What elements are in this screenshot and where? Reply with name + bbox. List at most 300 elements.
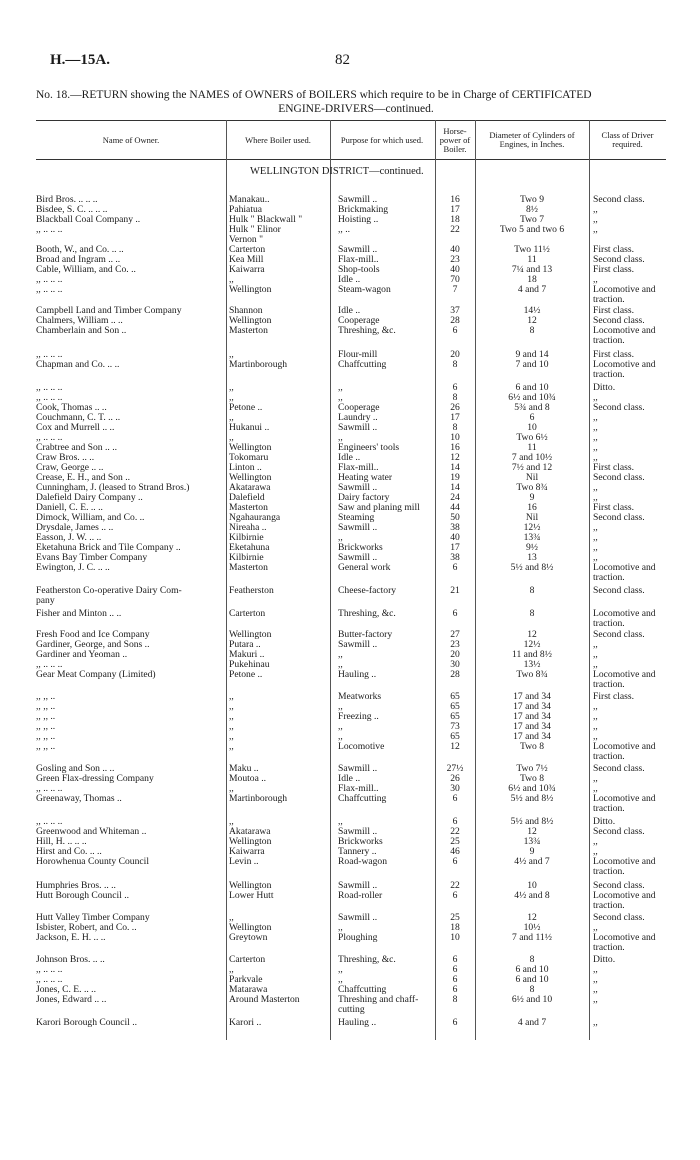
where-cell: ,, (229, 913, 234, 923)
where-cell: Petone .. (229, 403, 263, 413)
horsepower-cell: 65 (450, 701, 460, 712)
purpose-cell: Threshing, &c. (338, 955, 396, 965)
owner-cell: ,, .. .. .. (36, 383, 63, 393)
purpose-cell: Chaffcutting (338, 360, 387, 370)
purpose-cell: Heating water (338, 473, 393, 483)
owner-cell: Featherston Co-operative Dairy Com- (36, 586, 182, 596)
horsepower-cell: 27½ (446, 763, 464, 774)
horsepower-cell: 18 (450, 214, 460, 225)
purpose-cell: Hoisting .. (338, 215, 379, 225)
owner-cell: ,, .. .. .. (36, 433, 63, 443)
district-heading: WELLINGTON DISTRICT—continued. (250, 166, 424, 177)
class-cell: Second class. (593, 255, 645, 265)
owner-cell: Cable, William, and Co. .. (36, 265, 136, 275)
diameter-cell: 7½ and 12 (511, 462, 553, 473)
diameter-cell: 5½ and 8½ (510, 562, 554, 573)
horsepower-cell: 44 (450, 502, 460, 513)
owner-cell: Gardiner and Yeoman .. (36, 650, 128, 660)
title-line-1: No. 18.—RETURN showing the NAMES of OWNERS of BOILERS which require to be in Charge of CERTIFICATED (36, 89, 592, 101)
class-cell: First class. (593, 245, 635, 255)
where-cell: Hulk " Blackwall " (229, 215, 303, 225)
class-cell: traction. (593, 619, 625, 629)
class-cell: ,, (593, 225, 598, 235)
class-cell: traction. (593, 752, 625, 762)
purpose-cell: Ploughing (338, 933, 378, 943)
class-cell: Second class. (593, 403, 645, 413)
class-cell: ,, (593, 923, 598, 933)
owner-cell: Campbell Land and Timber Company (36, 306, 182, 316)
diameter-cell: 17 and 34 (513, 701, 551, 712)
purpose-cell: Flax-mill.. (338, 784, 379, 794)
class-cell: ,, (593, 1018, 598, 1028)
class-cell: Locomotive and (593, 933, 656, 943)
diameter-cell: 11 (527, 442, 537, 453)
owner-cell: Crease, E. H., and Son .. (36, 473, 131, 483)
class-cell: ,, (593, 985, 598, 995)
horsepower-cell: 22 (450, 826, 460, 837)
purpose-cell: ,, (338, 383, 343, 393)
purpose-cell: Sawmill .. (338, 483, 378, 493)
horsepower-cell: 40 (450, 532, 460, 543)
horsepower-cell: 16 (450, 442, 460, 453)
purpose-cell: Cooperage (338, 316, 380, 326)
owner-cell: Blackball Coal Company .. (36, 215, 141, 225)
purpose-cell: Engineers' tools (338, 443, 400, 453)
where-cell: ,, (229, 702, 234, 712)
diameter-cell: 4½ and 7 (514, 856, 550, 867)
where-cell: Manakau.. (229, 195, 270, 205)
class-cell: ,, (593, 443, 598, 453)
purpose-cell: Flour-mill (338, 350, 378, 360)
horsepower-cell: 10 (450, 432, 460, 443)
purpose-cell: Threshing, &c. (338, 326, 396, 336)
horsepower-cell: 25 (450, 912, 460, 923)
diameter-cell: 13 (527, 552, 537, 563)
class-cell: ,, (593, 433, 598, 443)
class-cell: Locomotive and (593, 563, 656, 573)
purpose-cell: Threshing, &c. (338, 609, 396, 619)
where-cell: Carterton (229, 245, 266, 255)
purpose-cell: Steaming (338, 513, 375, 523)
diameter-cell: 6 and 10 (515, 974, 549, 985)
diameter-cell: 8 (529, 325, 535, 336)
owner-cell: ,, .. .. .. (36, 393, 63, 403)
class-cell: First class. (593, 350, 635, 360)
class-cell: Ditto. (593, 383, 616, 393)
where-cell: ,, (229, 732, 234, 742)
col-owner: Name of Owner. (102, 134, 160, 145)
class-cell: ,, (593, 650, 598, 660)
horsepower-cell: 17 (450, 204, 460, 215)
where-cell: ,, (229, 784, 234, 794)
purpose-cell: Freezing .. (338, 712, 379, 722)
purpose-cell: Sawmill .. (338, 553, 378, 563)
class-cell: ,, (593, 523, 598, 533)
diameter-cell: 7 and 10 (515, 359, 549, 370)
diameter-cell: 6 (529, 412, 535, 423)
horsepower-cell: 23 (450, 639, 460, 650)
horsepower-cell: 27 (450, 629, 460, 640)
diameter-cell: Two 11½ (514, 244, 550, 255)
diameter-cell: 8 (529, 585, 535, 596)
class-cell: Locomotive and (593, 609, 656, 619)
class-cell: ,, (593, 702, 598, 712)
horsepower-cell: 26 (450, 402, 460, 413)
where-cell: Shannon (229, 306, 263, 316)
where-cell: ,, (229, 413, 234, 423)
class-cell: ,, (593, 543, 598, 553)
owner-cell: Green Flax-dressing Company (36, 774, 154, 784)
horsepower-cell: 6 (452, 890, 458, 901)
class-cell: traction. (593, 943, 625, 953)
class-cell: traction. (593, 901, 625, 911)
where-cell: Lower Hutt (229, 891, 274, 901)
owner-cell: ,, .. .. .. (36, 350, 63, 360)
horsepower-cell: 6 (452, 856, 458, 867)
class-cell: ,, (593, 493, 598, 503)
diameter-cell: 10 (527, 880, 537, 891)
diameter-cell: 6½ and 10 (511, 994, 553, 1005)
class-cell: ,, (593, 483, 598, 493)
where-cell: Kea Mill (229, 255, 264, 265)
where-cell: Wellington (229, 443, 272, 453)
horsepower-cell: 70 (450, 274, 460, 285)
purpose-cell: Sawmill .. (338, 764, 378, 774)
purpose-cell: ,, (338, 817, 343, 827)
purpose-cell: Dairy factory (338, 493, 390, 503)
diameter-cell: 8 (529, 954, 535, 965)
where-cell: Wellington (229, 923, 272, 933)
purpose-cell: ,, (338, 433, 343, 443)
diameter-cell: 10½ (523, 922, 541, 933)
where-cell: Vernon " (229, 235, 264, 245)
purpose-cell: Idle .. (338, 275, 361, 285)
where-cell: Maku .. (229, 764, 259, 774)
class-cell: Locomotive and (593, 742, 656, 752)
horsepower-cell: 21 (450, 585, 460, 596)
horsepower-cell: 25 (450, 836, 460, 847)
purpose-cell: Shop-tools (338, 265, 380, 275)
owner-cell: Cook, Thomas .. .. (36, 403, 107, 413)
class-cell: traction. (593, 370, 625, 380)
purpose-cell: Idle .. (338, 453, 361, 463)
diameter-cell: 13¾ (523, 836, 541, 847)
diameter-cell: 5¾ and 8 (514, 402, 550, 413)
purpose-cell: Hauling .. (338, 1018, 377, 1028)
horsepower-cell: 23 (450, 254, 460, 265)
horsepower-cell: 17 (450, 542, 460, 553)
class-cell: ,, (593, 847, 598, 857)
owner-cell: Dalefield Dairy Company .. (36, 493, 143, 503)
owner-cell: ,, .. .. .. (36, 817, 63, 827)
horsepower-cell: 8 (452, 422, 458, 433)
diameter-cell: 6½ and 10¾ (508, 783, 556, 794)
owner-cell: Chalmers, William .. .. (36, 316, 123, 326)
horsepower-cell: 18 (450, 922, 460, 933)
horsepower-cell: 65 (450, 711, 460, 722)
horsepower-cell: 50 (450, 512, 460, 523)
owner-cell: Ewington, J. C. .. .. (36, 563, 110, 573)
diameter-cell: 14½ (523, 305, 541, 316)
owner-cell: Chamberlain and Son .. (36, 326, 127, 336)
where-cell: ,, (229, 275, 234, 285)
owner-cell: ,, ,, .. (36, 702, 56, 712)
where-cell: ,, (229, 433, 234, 443)
horsepower-cell: 12 (450, 741, 460, 752)
diameter-cell: Two 5 and two 6 (499, 224, 565, 235)
class-cell: traction. (593, 867, 625, 877)
where-cell: Moutoa .. (229, 774, 267, 784)
class-cell: Second class. (593, 881, 645, 891)
class-cell: ,, (593, 722, 598, 732)
purpose-cell: ,, (338, 393, 343, 403)
horsepower-cell: 6 (452, 816, 458, 827)
purpose-cell: ,, (338, 965, 343, 975)
class-cell: Ditto. (593, 955, 616, 965)
owner-cell: Fresh Food and Ice Company (36, 630, 150, 640)
where-cell: Carterton (229, 955, 266, 965)
class-cell: ,, (593, 965, 598, 975)
diameter-cell: Two 7 (519, 214, 545, 225)
class-cell: Second class. (593, 764, 645, 774)
horsepower-cell: 20 (450, 649, 460, 660)
where-cell: ,, (229, 350, 234, 360)
class-cell: Locomotive and (593, 670, 656, 680)
owner-cell: Eketahuna Brick and Tile Company .. (36, 543, 181, 553)
class-cell: Second class. (593, 473, 645, 483)
col-class: Class of Driver required. (601, 130, 654, 149)
owner-cell: Broad and Ingram .. .. (36, 255, 121, 265)
horsepower-cell: 30 (450, 659, 460, 670)
owner-cell: Fisher and Minton .. .. (36, 609, 122, 619)
horsepower-cell: 6 (452, 984, 458, 995)
purpose-cell: Sawmill .. (338, 195, 378, 205)
owner-cell: Drysdale, James .. .. (36, 523, 114, 533)
horsepower-cell: 6 (452, 608, 458, 619)
where-cell: Hulk " Elinor (229, 225, 281, 235)
diameter-cell: Two 8¾ (516, 482, 548, 493)
purpose-cell: Flax-mill.. (338, 463, 379, 473)
class-cell: ,, (593, 533, 598, 543)
purpose-cell: Tannery .. (338, 847, 377, 857)
purpose-cell: ,, (338, 650, 343, 660)
owner-cell: Horowhenua County Council (36, 857, 149, 867)
horsepower-cell: 38 (450, 552, 460, 563)
owner-cell: ,, .. .. .. (36, 965, 63, 975)
owner-cell: Jones, C. E. .. .. (36, 985, 96, 995)
purpose-cell: ,, (338, 923, 343, 933)
where-cell: Levin .. (229, 857, 259, 867)
purpose-cell: Sawmill .. (338, 423, 378, 433)
purpose-cell: Brickworks (338, 543, 383, 553)
horsepower-cell: 26 (450, 773, 460, 784)
class-cell: traction. (593, 336, 625, 346)
diameter-cell: 13¾ (523, 532, 541, 543)
diameter-cell: 9 and 14 (515, 349, 549, 360)
owner-cell: Jackson, E. H. .. .. (36, 933, 106, 943)
where-cell: Tokomaru (229, 453, 269, 463)
class-cell: ,, (593, 205, 598, 215)
diameter-cell: 13½ (523, 659, 541, 670)
purpose-cell: Cooperage (338, 403, 380, 413)
diameter-cell: 9½ (526, 542, 538, 553)
where-cell: Ngahauranga (229, 513, 281, 523)
where-cell: Pahiatua (229, 205, 263, 215)
where-cell: Masterton (229, 503, 268, 513)
where-cell: Matarawa (229, 985, 268, 995)
diameter-cell: 7 and 11½ (512, 932, 552, 943)
horsepower-cell: 30 (450, 783, 460, 794)
diameter-cell: 9 (529, 492, 535, 503)
owner-cell: Craw, George .. .. (36, 463, 104, 473)
where-cell: Nireaha .. (229, 523, 267, 533)
purpose-cell: Sawmill .. (338, 523, 378, 533)
purpose-cell: Chaffcutting (338, 985, 387, 995)
class-cell: First class. (593, 265, 635, 275)
where-cell: ,, (229, 393, 234, 403)
diameter-cell: Two 8 (519, 773, 545, 784)
horsepower-cell: 14 (450, 462, 460, 473)
where-cell: Carterton (229, 609, 266, 619)
diameter-cell: Nil (525, 472, 539, 483)
diameter-cell: 17 and 34 (513, 731, 551, 742)
owner-cell: ,, ,, .. (36, 732, 56, 742)
purpose-cell: Sawmill .. (338, 913, 378, 923)
horsepower-cell: 12 (450, 452, 460, 463)
where-cell: Linton .. (229, 463, 262, 473)
horsepower-cell: 38 (450, 522, 460, 533)
owner-cell: Karori Borough Council .. (36, 1018, 137, 1028)
horsepower-cell: 6 (452, 793, 458, 804)
where-cell: Wellington (229, 837, 272, 847)
owner-cell: Easson, J. W. .. .. (36, 533, 102, 543)
purpose-cell: Idle .. (338, 306, 361, 316)
purpose-cell: Butter-factory (338, 630, 393, 640)
horsepower-cell: 6 (452, 562, 458, 573)
where-cell: ,, (229, 692, 234, 702)
class-cell: ,, (593, 837, 598, 847)
owner-cell: ,, ,, .. (36, 712, 56, 722)
diameter-cell: 4 and 7 (517, 1017, 547, 1028)
horsepower-cell: 22 (450, 224, 460, 235)
class-cell: ,, (593, 995, 598, 1005)
owner-cell: Greenwood and Whiteman .. (36, 827, 147, 837)
diameter-cell: 17 and 34 (513, 721, 551, 732)
purpose-cell: Sawmill .. (338, 881, 378, 891)
class-cell: traction. (593, 295, 625, 305)
owner-cell: Crabtree and Son .. .. (36, 443, 117, 453)
class-cell: First class. (593, 306, 635, 316)
diameter-cell: 17 and 34 (513, 711, 551, 722)
owner-cell: Bird Bros. .. .. .. (36, 195, 98, 205)
horsepower-cell: 20 (450, 349, 460, 360)
page-code: H.—15A. (50, 52, 110, 68)
purpose-cell: ,, (338, 702, 343, 712)
class-cell: ,, (593, 774, 598, 784)
purpose-cell: Road-wagon (338, 857, 388, 867)
purpose-cell: General work (338, 563, 391, 573)
owner-cell: Hill, H. .. .. .. (36, 837, 87, 847)
owner-cell: Jones, Edward .. .. (36, 995, 107, 1005)
purpose-cell: ,, (338, 660, 343, 670)
owner-cell: Booth, W., and Co. .. .. (36, 245, 124, 255)
class-cell: traction. (593, 680, 625, 690)
class-cell: ,, (593, 453, 598, 463)
horsepower-cell: 6 (452, 325, 458, 336)
class-cell: Locomotive and (593, 285, 656, 295)
owner-cell: Chapman and Co. .. .. (36, 360, 120, 370)
class-cell: Second class. (593, 513, 645, 523)
diameter-cell: 7¼ and 13 (511, 264, 553, 275)
owner-cell: ,, .. .. .. (36, 784, 63, 794)
class-cell: ,, (593, 423, 598, 433)
owner-cell: Daniell, C. E. .. .. (36, 503, 103, 513)
owner-cell: Cunningham, J. (leased to Strand Bros.) (36, 483, 190, 493)
owner-cell: Hutt Valley Timber Company (36, 913, 150, 923)
horsepower-cell: 73 (450, 721, 460, 732)
where-cell: Wellington (229, 316, 272, 326)
class-cell: Second class. (593, 630, 645, 640)
purpose-cell: Sawmill .. (338, 245, 378, 255)
where-cell: Greytown (229, 933, 268, 943)
owner-cell: Gosling and Son .. .. (36, 764, 115, 774)
col-purpose: Purpose for which used. (340, 134, 424, 145)
purpose-cell: ,, .. (338, 225, 350, 235)
diameter-cell: Two 8¾ (516, 669, 548, 680)
purpose-cell: Chaffcutting (338, 794, 387, 804)
owner-cell: pany (36, 596, 55, 606)
diameter-cell: Two 7½ (516, 763, 548, 774)
owner-cell: ,, ,, .. (36, 722, 56, 732)
diameter-cell: 12½ (523, 639, 541, 650)
col-diameter: Diameter of Cylinders of Engines, in Inches. (489, 130, 575, 149)
class-cell: Locomotive and (593, 794, 656, 804)
purpose-cell: ,, (338, 722, 343, 732)
horsepower-cell: 8 (452, 994, 458, 1005)
diameter-cell: 12 (527, 315, 537, 326)
purpose-cell: Road-roller (338, 891, 383, 901)
owner-cell: Gardiner, George, and Sons .. (36, 640, 150, 650)
purpose-cell: Cheese-factory (338, 586, 397, 596)
class-cell: ,, (593, 215, 598, 225)
class-cell: Second class. (593, 316, 645, 326)
class-cell: First class. (593, 503, 635, 513)
owner-cell: Cox and Murrell .. .. (36, 423, 115, 433)
purpose-cell: Locomotive (338, 742, 385, 752)
where-cell: Wellington (229, 285, 272, 295)
owner-cell: Humphries Bros. .. .. (36, 881, 116, 891)
owner-cell: ,, .. .. .. (36, 285, 63, 295)
diameter-cell: 7 and 10½ (511, 452, 553, 463)
class-cell: traction. (593, 573, 625, 583)
diameter-cell: 8½ (526, 204, 538, 215)
where-cell: ,, (229, 383, 234, 393)
purpose-cell: Idle .. (338, 774, 361, 784)
horsepower-cell: 65 (450, 731, 460, 742)
horsepower-cell: 28 (450, 315, 460, 326)
purpose-cell: Brickworks (338, 837, 383, 847)
horsepower-cell: 10 (450, 932, 460, 943)
class-cell: ,, (593, 640, 598, 650)
horsepower-cell: 22 (450, 880, 460, 891)
purpose-cell: cutting (338, 1005, 365, 1015)
where-cell: Kaiwarra (229, 265, 265, 275)
where-cell: Akatarawa (229, 483, 271, 493)
class-cell: First class. (593, 692, 635, 702)
class-cell: Locomotive and (593, 891, 656, 901)
where-cell: Pukehinau (229, 660, 270, 670)
diameter-cell: 8 (529, 608, 535, 619)
